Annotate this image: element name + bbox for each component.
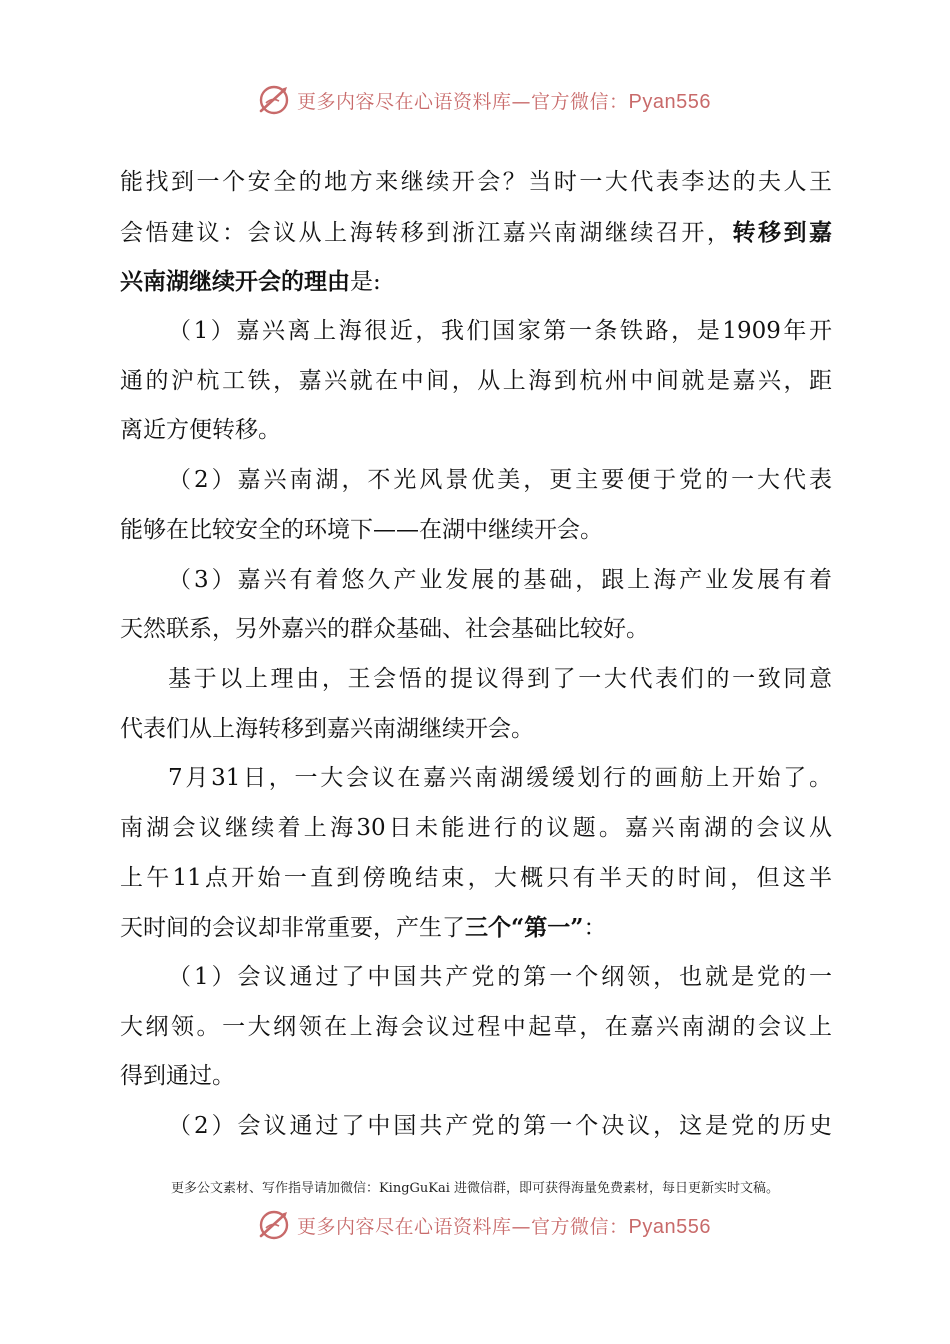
- text-line: 能够在比较安全的环境下——在湖中继续开会。: [120, 516, 603, 543]
- text-line: 能找到一个安全的地方来继续开会？当时一大代表李达的夫人王: [120, 169, 832, 195]
- pen-logo-icon: [257, 1208, 291, 1242]
- text-line: （1）会议通过了中国共产党的第一个纲领，也就是党的一: [168, 964, 832, 990]
- text-line: 兴南湖继续开会的理由是:: [120, 268, 381, 296]
- pen-logo-icon: [257, 83, 291, 117]
- bold-phrase: 三个“第一”: [465, 914, 584, 942]
- text-line: 代表们从上海转移到嘉兴南湖继续开会。: [120, 715, 534, 742]
- bold-phrase: 转移到嘉: [732, 218, 832, 246]
- text-line: 通的沪杭工铁，嘉兴就在中间，从上海到杭州中间就是嘉兴，距: [120, 367, 832, 394]
- text-line: 7月31日，一大会议在嘉兴南湖缓缓划行的画舫上开始了。: [168, 765, 832, 792]
- text-line: 上午11点开始一直到傍晚结束，大概只有半天的时间，但这半: [120, 864, 832, 891]
- text-line: （3）嘉兴有着悠久产业发展的基础，跟上海产业发展有着: [168, 566, 832, 593]
- banner-text: 更多内容尽在心语资料库—官方微信：Pyan556: [297, 1215, 711, 1238]
- text-line: 大纲领。一大纲领在上海会议过程中起草，在嘉兴南湖的会议上: [120, 1013, 832, 1040]
- banner-text: 更多内容尽在心语资料库—官方微信：Pyan556: [297, 90, 711, 113]
- header-banner: [0, 80, 950, 120]
- text-line: （1）嘉兴离上海很近，我们国家第一条铁路，是1909年开: [168, 318, 832, 345]
- document-body: [120, 158, 832, 1152]
- text-line: 会悟建议：会议从上海转移到浙江嘉兴南湖继续召开，转移到嘉: [120, 218, 832, 246]
- text-line: （2）嘉兴南湖，不光风景优美，更主要便于党的一大代表: [168, 467, 832, 494]
- footer-note: 更多公文素材、写作指导请加微信：KingGuKai 进微信群，即可获得海量免费素材，每日更新实时文稿。: [170, 1181, 780, 1196]
- text-line: 基于以上理由，王会悟的提议得到了一大代表们的一致同意: [168, 665, 832, 692]
- text-line: （2）会议通过了中国共产党的第一个决议，这是党的历史: [168, 1113, 832, 1140]
- text-line: 离近方便转移。: [120, 417, 281, 444]
- footer-banner: [0, 1205, 950, 1245]
- text-line: 天时间的会议却非常重要，产生了三个“第一”：: [120, 914, 607, 942]
- bold-phrase: 兴南湖继续开会的理由: [120, 268, 350, 296]
- text-line: 天然联系，另外嘉兴的群众基础、社会基础比较好。: [120, 616, 649, 643]
- text-line: 得到通过。: [120, 1063, 235, 1090]
- text-line: 南湖会议继续着上海30日未能进行的议题。嘉兴南湖的会议从: [120, 814, 832, 841]
